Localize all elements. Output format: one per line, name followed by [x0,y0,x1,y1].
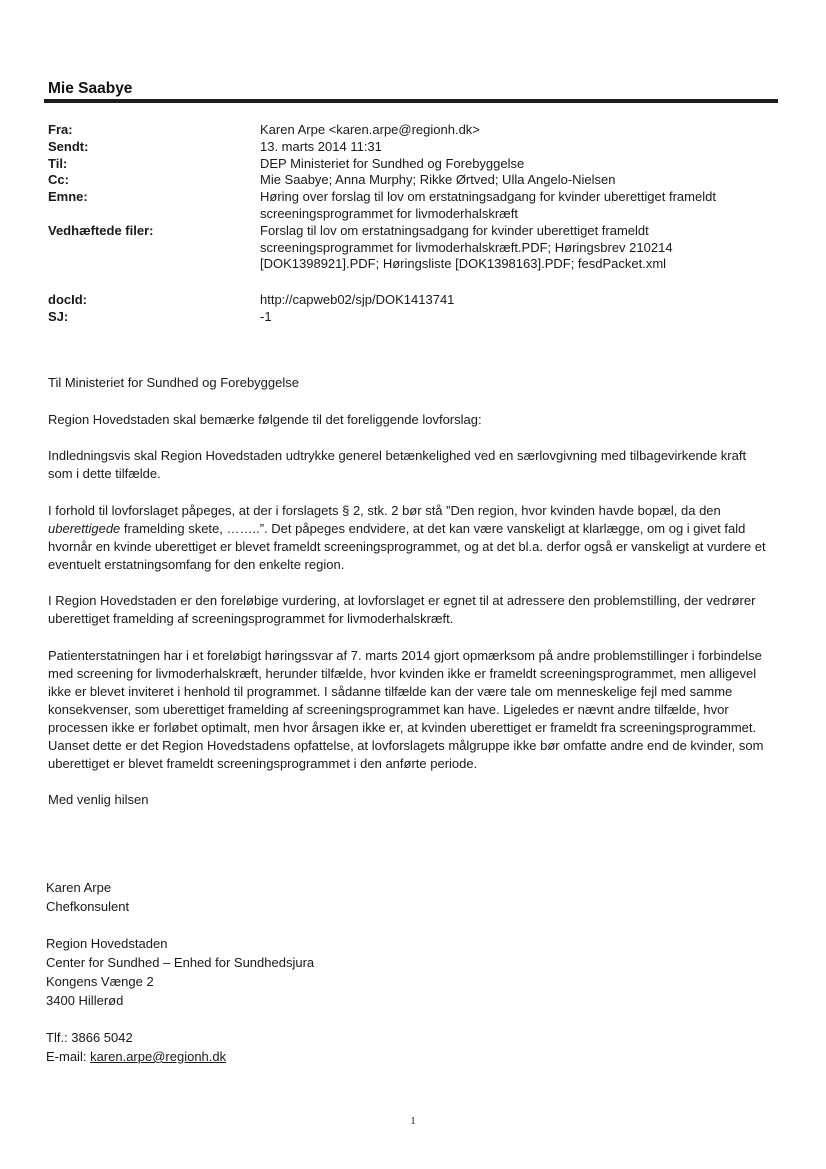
signature-phone: Tlf.: 3866 5042 [46,1030,133,1045]
meta-row-attachments [48,223,778,273]
email-body [48,374,774,828]
signature-title: Chefkonsulent [46,899,130,914]
signature-address-block [46,934,446,1010]
closing: Med venlig hilsen [48,792,149,807]
signature-contact-block [46,1028,446,1066]
meta-label: SJ: [48,308,69,324]
body-paragraph [48,502,774,574]
meta-value: -1 [260,308,272,324]
meta-gap [48,273,778,292]
email-metadata [48,122,778,326]
meta-value: DEP Ministeriet for Sundhed og Forebyggelse [260,155,525,171]
body-paragraph: Indledningsvis skal Region Hovedstaden udtrykke generel betænkelighed ved en særlovgivning med tilbagevirkende kraft som i dette tilfælde. [48,448,747,481]
meta-label: Fra: [48,122,73,137]
meta-value: Karen Arpe <karen.arpe@regionh.dk> [260,122,480,137]
meta-row-to [48,156,778,173]
meta-label: docId: [48,292,87,308]
sender-name: Mie Saabye [48,80,133,97]
meta-row-docid [48,292,778,309]
meta-row-cc [48,172,778,189]
meta-value: http://capweb02/sjp/DOK1413741 [260,292,455,308]
meta-value: 13. marts 2014 11:31 [260,138,382,154]
meta-value: Høring over forslag til lov om erstatningsadgang for kvinder uberettiget frameldt screeningsprogrammet for livmoderhalskræft [260,189,716,221]
body-paragraph: Patienterstatningen har i et foreløbigt høringssvar af 7. marts 2014 gjort opmærksom på andre problemstillinger i forbindelse med screening for livmoderhalskræft, herunder tilfælde, hvor kvinden ikke er frameldt screeningsprogrammet, men alligevel ikke er blevet inviteret i henhold til programmet. I sådanne tilfælde kan der være tale om menneskelige fejl med samme konsekvenser, som uberettiget framelding af screeningsprogrammet kan have. Ligeledes er nævnt andre tilfælde, hvor processen ikke er forløbet optimalt, men hvor årsagen ikke er, at kvinden uberettiget er frameldt fra screeningsprogrammet. Uanset dette er det Region Hovedstadens opfattelse, at lovforslagets målgruppe ikke bør omfatte andre end de kvinder, som uberettiget er blevet frameldt screeningsprogrammet i den anførte periode. [48,647,764,771]
meta-row-sent [48,139,778,156]
emphasis-text: uberettigede [48,520,121,536]
body-text-segment: framelding skete, ……..”. Det påpeges endvidere, at det kan være vanskeligt at klarlægge, om og i givet fald hvornår en kvinde uberettiget er blevet frameldt screeningsprogrammet, og at det bl.a. derfor også er vanskeligt at vurdere et eventuelt erstatningsomfang for den enkelte region. [48,520,766,572]
signature-dept: Center for Sundhed – Enhed for Sundhedsjura [46,955,315,970]
meta-label: Sendt: [48,138,89,154]
meta-value: Forslag til lov om erstatningsadgang for kvinder uberettiget frameldt screeningsprogrammet for livmoderhalskræft.PDF; Høringsbrev 210214 [DOK1398921].PDF; Høringsliste [DOK1398163].PDF; fesdPacket.xml [260,222,673,272]
meta-label: Til: [48,155,68,171]
salutation: Til Ministeriet for Sundhed og Forebyggelse [48,375,299,390]
body-text-segment: I forhold til lovforslaget påpeges, at der i forslagets § 2, stk. 2 bør stå ”Den region, hvor kvinden havde bopæl, da den [48,502,721,518]
meta-label: Emne: [48,189,88,205]
meta-value: Mie Saabye; Anna Murphy; Rikke Ørtved; Ulla Angelo-Nielsen [260,172,616,188]
meta-label: Vedhæftede filer: [48,222,154,238]
email-label: E-mail: [46,1049,91,1064]
signature-city: 3400 Hillerød [46,993,124,1008]
body-paragraph: Region Hovedstaden skal bemærke følgende til det foreliggende lovforslag: [48,411,482,427]
header-rule [44,99,778,103]
meta-row-from [48,122,778,139]
meta-row-subject [48,189,778,223]
body-paragraph: I Region Hovedstaden er den foreløbige vurdering, at lovforslaget er egnet til at adressere den problemstilling, der vedrører uberettiget framelding af screeningsprogrammet for livmoderhalskræft. [48,593,756,626]
meta-row-sj [48,309,778,326]
meta-label: Cc: [48,172,69,188]
signature-name: Karen Arpe [46,880,112,895]
signature-email-line [46,1047,446,1066]
signature-name-block [46,878,446,916]
signature-org: Region Hovedstaden [46,936,168,951]
page-number: 1 [410,1115,416,1127]
signature-street: Kongens Vænge 2 [46,974,154,989]
email-link[interactable]: karen.arpe@regionh.dk [90,1049,227,1064]
